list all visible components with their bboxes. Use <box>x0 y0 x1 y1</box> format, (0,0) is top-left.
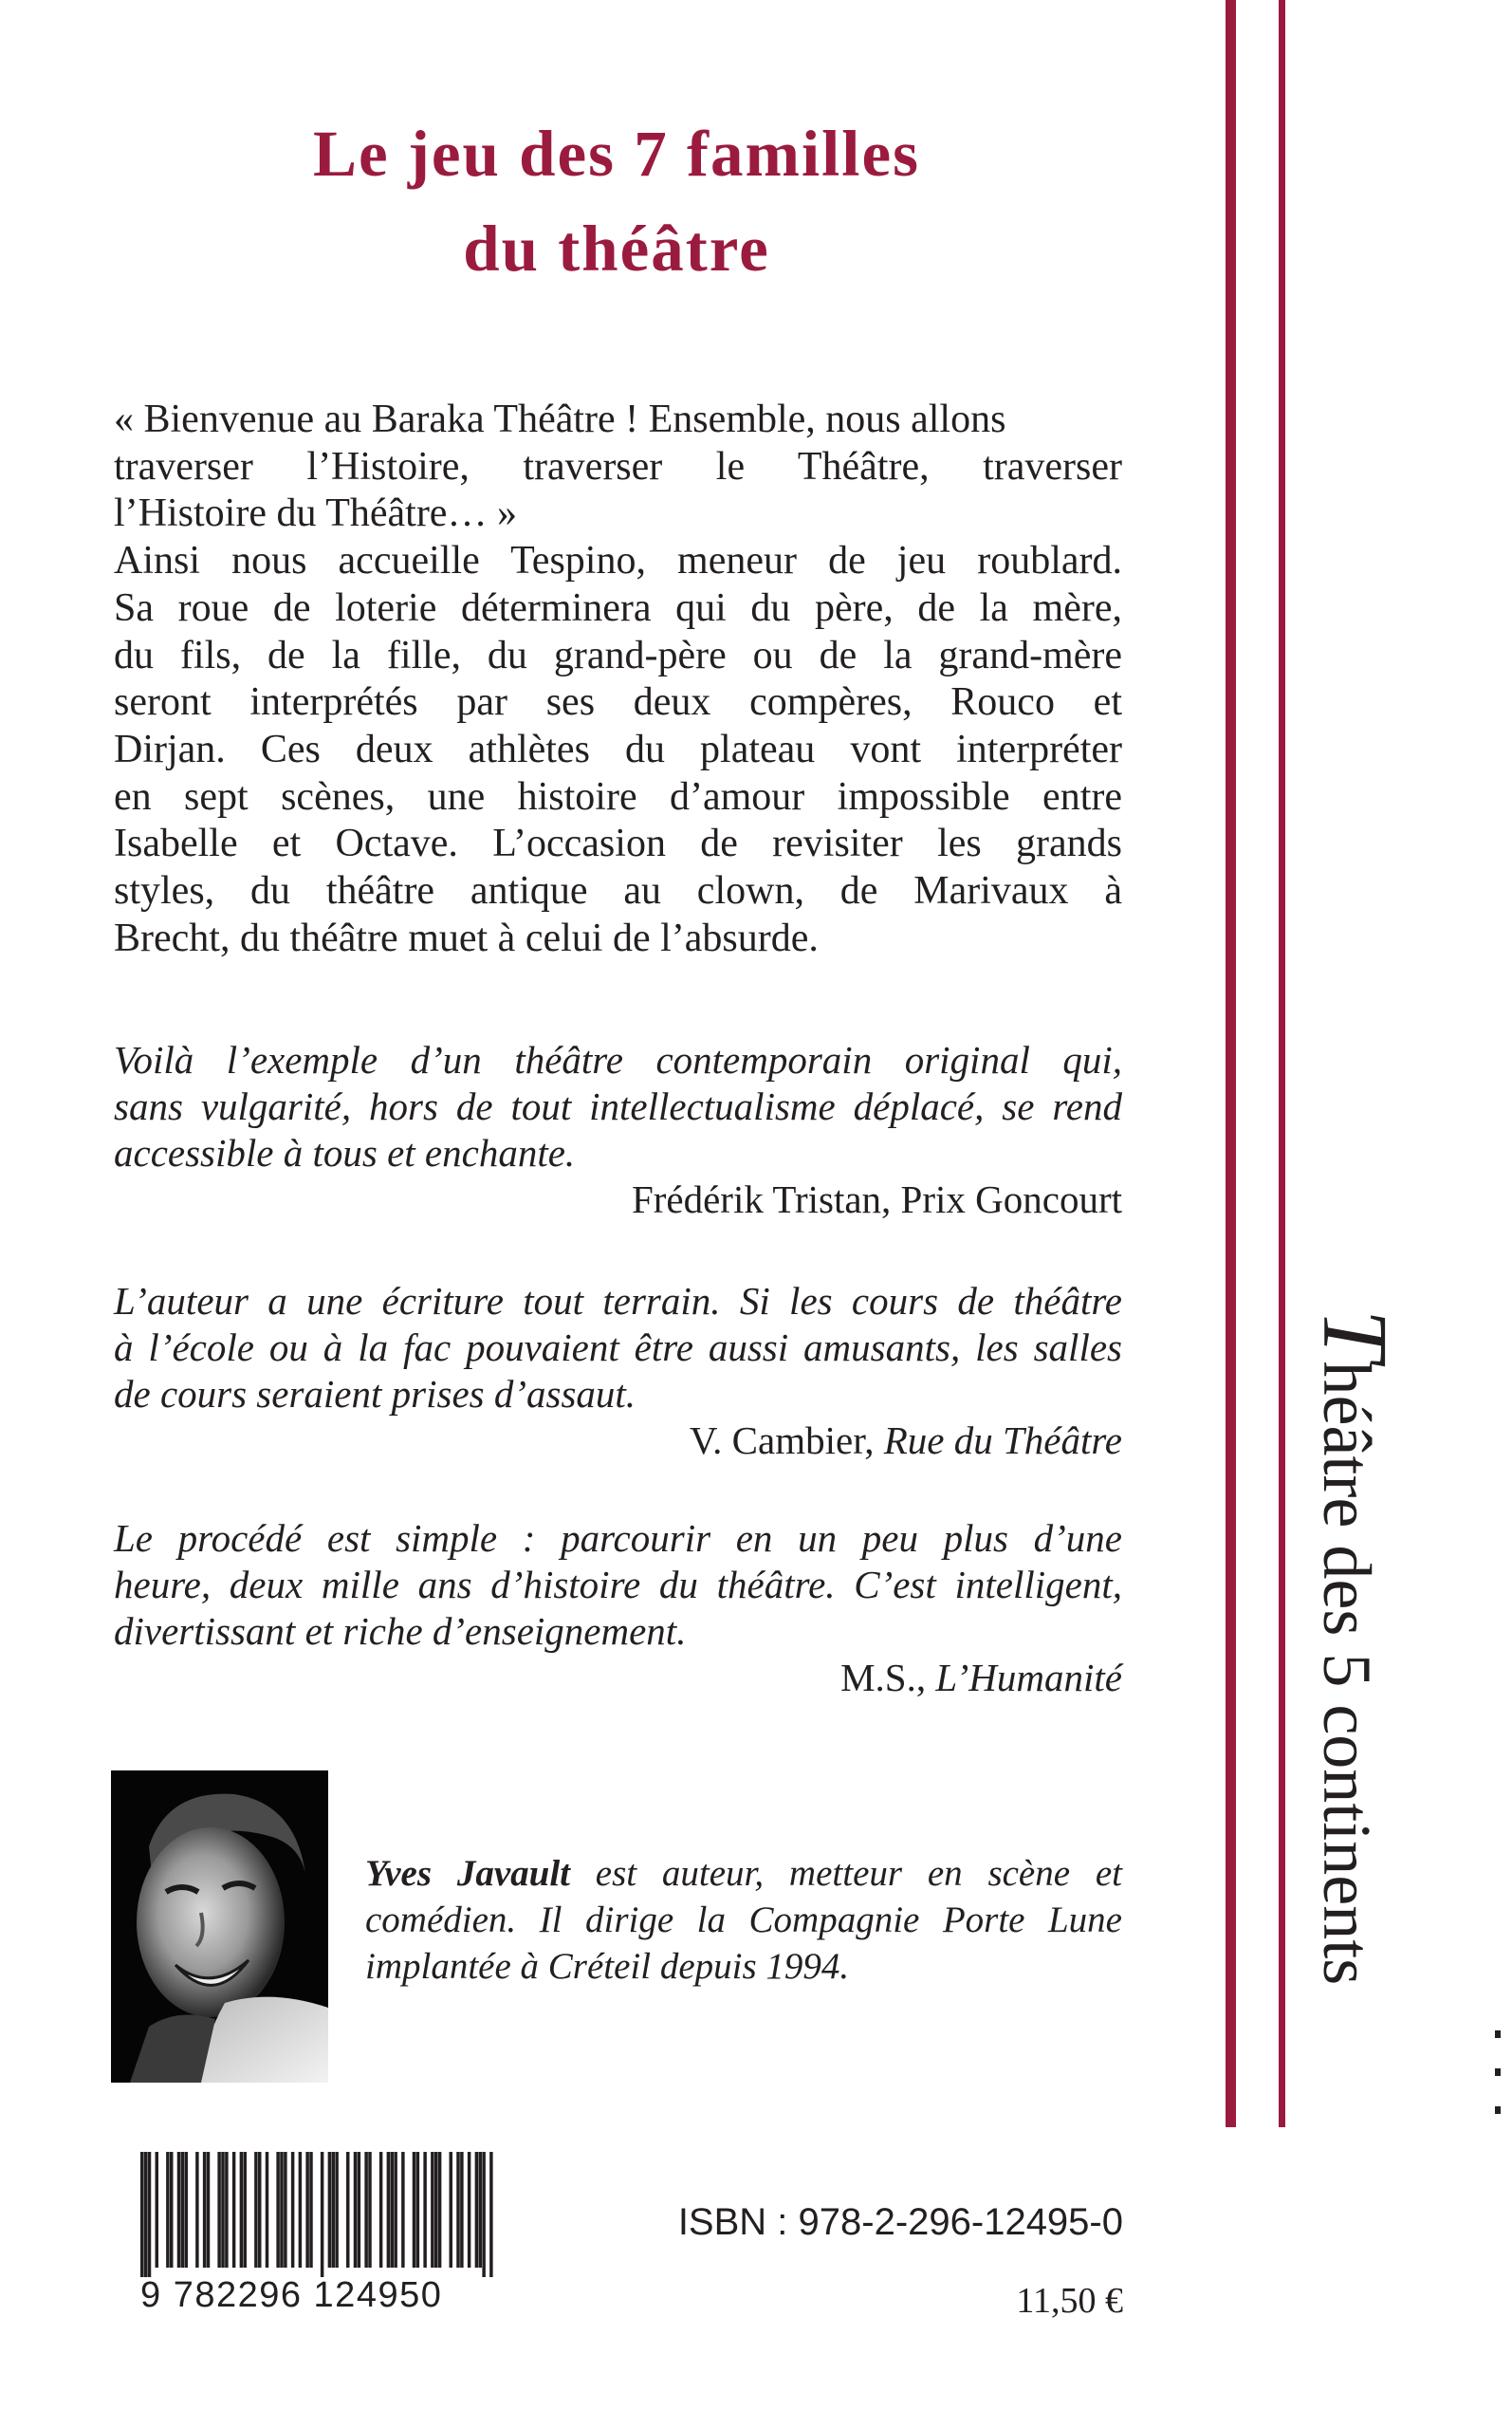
book-title-line-2: du théâtre <box>463 213 770 285</box>
bio-line-1-text: est auteur, metteur en scène et <box>570 1853 1122 1894</box>
review-attribution <box>114 1177 1122 1223</box>
bio-line: implantée à Créteil depuis 1994. <box>365 1946 850 1987</box>
review-line: heure, deux mille ans d’histoire du théâtre. C’est intelligent, <box>114 1563 1122 1606</box>
barcode-bar <box>305 2152 308 2268</box>
barcode-bar <box>195 2152 198 2268</box>
barcode-bar <box>177 2152 180 2268</box>
barcode-bar <box>413 2152 415 2268</box>
barcode-bar <box>225 2152 228 2268</box>
barcode-bar <box>299 2152 302 2268</box>
barcode-bar <box>170 2152 173 2268</box>
barcode-bar <box>460 2152 463 2268</box>
barcode-bar <box>354 2152 357 2268</box>
synopsis-line: en sept scènes, une histoire d’amour impossible entre <box>114 774 1122 819</box>
barcode-bar <box>291 2152 294 2268</box>
review-line: L’auteur a une écriture tout terrain. Si les cours de théâtre <box>114 1279 1122 1323</box>
barcode-bar <box>276 2152 279 2268</box>
isbn-number: ISBN : 978-2-296-12495-0 <box>677 2201 1123 2243</box>
synopsis-line: traverser l’Histoire, traverser le Théâtre, traverser <box>114 444 1122 489</box>
barcode-bar <box>479 2152 482 2268</box>
barcode-bar <box>254 2152 257 2268</box>
review-author: M.S., <box>840 1656 936 1699</box>
synopsis-line: Isabelle et Octave. L’occasion de revisiter les grands <box>114 822 1122 866</box>
review-line: Voilà l’exemple d’un théâtre contemporain original qui, <box>114 1038 1122 1082</box>
synopsis-line: Dirjan. Ces deux athlètes du plateau vont interpréter <box>114 727 1122 771</box>
synopsis-line: l’Histoire du Théâtre… » <box>114 491 517 536</box>
barcode-bar <box>438 2152 441 2268</box>
barcode-bar <box>423 2152 426 2268</box>
barcode-bar <box>379 2152 382 2268</box>
synopsis-line: seront interprétés par ses deux compères, Rouco et <box>114 680 1122 725</box>
barcode-bar <box>358 2152 360 2268</box>
review-quote <box>114 1515 1122 1701</box>
barcode-bar <box>144 2152 147 2277</box>
barcode-digits: 9 782296 124950 <box>140 2275 443 2315</box>
barcode-bar <box>244 2152 247 2268</box>
barcode-bar <box>335 2152 338 2268</box>
barcode-bar <box>431 2152 433 2268</box>
synopsis-line: « Bienvenue au Baraka Théâtre ! Ensemble, nous allons <box>114 398 1006 441</box>
barcode-bar <box>321 2152 323 2277</box>
barcode-bar <box>181 2152 184 2268</box>
barcode-bar <box>416 2152 419 2268</box>
barcode-bar <box>475 2152 478 2268</box>
barcode-bar <box>280 2152 283 2268</box>
review-line: accessible à tous et enchante. <box>114 1131 576 1175</box>
collection-name <box>1303 1309 1409 2125</box>
barcode-bar <box>309 2152 312 2268</box>
book-title-line-1: Le jeu des 7 familles <box>313 118 920 190</box>
bio-line <box>365 1850 1122 1897</box>
synopsis-line: Brecht, du théâtre muet à celui de l’absurde. <box>114 916 819 960</box>
author-name: Yves Javault <box>365 1853 570 1894</box>
price: 11,50 € <box>1016 2281 1123 2321</box>
barcode-bar <box>156 2152 158 2268</box>
barcode-bar <box>207 2152 210 2268</box>
barcode-bar <box>368 2152 371 2268</box>
synopsis <box>114 397 1122 962</box>
barcode-bar <box>258 2152 261 2268</box>
barcode-bar <box>284 2152 286 2268</box>
review-source: Rue du Théâtre <box>883 1418 1122 1462</box>
barcode-bar <box>148 2152 151 2277</box>
barcode-bar <box>387 2152 390 2268</box>
barcode-bar <box>240 2152 243 2268</box>
barcode-bar <box>140 2152 143 2277</box>
edge-marks <box>1487 2030 1506 2125</box>
review-attribution <box>114 1655 1122 1701</box>
bio-line: comédien. Il dirige la Compagnie Porte Lune <box>365 1899 1122 1940</box>
review-author: V. Cambier, <box>689 1418 884 1462</box>
spine-bar-left <box>1226 0 1236 2127</box>
review-line: de cours seraient prises d’assaut. <box>114 1372 636 1416</box>
barcode-bar <box>328 2152 331 2268</box>
synopsis-line: Ainsi nous accueille Tespino, meneur de jeu roublard. <box>114 539 1122 584</box>
review-source: L’Humanité <box>935 1656 1122 1699</box>
barcode-bar <box>489 2152 492 2277</box>
synopsis-line: styles, du théâtre antique au clown, de Marivaux à <box>114 869 1122 914</box>
barcode-bar <box>166 2152 169 2268</box>
review-line: Le procédé est simple : parcourir en un peu plus d’une <box>114 1516 1122 1560</box>
barcode <box>140 2152 493 2277</box>
review-attribution <box>114 1418 1122 1464</box>
barcode-bar <box>203 2152 206 2268</box>
barcode-bar <box>221 2152 224 2268</box>
collection-initial: T <box>1303 1309 1406 1362</box>
barcode-bar <box>364 2152 367 2268</box>
barcode-bar <box>332 2152 335 2268</box>
review-quote <box>114 1278 1122 1464</box>
collection-rest: héâtre des 5 continents <box>1309 1361 1385 1986</box>
barcode-bar <box>232 2152 235 2268</box>
barcode-bar <box>450 2152 452 2268</box>
review-author: Frédérik Tristan, Prix Goncourt <box>631 1177 1122 1221</box>
author-bio <box>365 1850 1122 1990</box>
review-quote <box>114 1037 1122 1223</box>
collection-name-text <box>1303 1309 1406 1986</box>
barcode-bar <box>434 2152 437 2268</box>
barcode-bar <box>266 2152 268 2268</box>
review-line: sans vulgarité, hors de tout intellectualisme déplacé, se rend <box>114 1084 1122 1128</box>
barcode-bar <box>394 2152 396 2268</box>
spine-bar-right <box>1279 0 1285 2127</box>
barcode-bar <box>391 2152 394 2268</box>
review-line: divertissant et riche d’enseignement. <box>114 1609 687 1653</box>
barcode-bar <box>346 2152 349 2268</box>
barcode-bars <box>140 2152 493 2277</box>
barcode-bar <box>468 2152 470 2268</box>
synopsis-line: du fils, de la fille, du grand-père ou de la grand-mère <box>114 633 1122 677</box>
barcode-bar <box>185 2152 188 2268</box>
author-photo <box>111 1770 328 2083</box>
barcode-bar <box>456 2152 459 2268</box>
barcode-bar <box>217 2152 220 2268</box>
review-line: à l’école ou à la fac pouvaient être aussi amusants, les salles <box>114 1325 1122 1369</box>
synopsis-line: Sa roue de loterie déterminera qui du père, de la mère, <box>114 585 1122 630</box>
barcode-bar <box>401 2152 404 2268</box>
barcode-bar <box>482 2152 485 2277</box>
